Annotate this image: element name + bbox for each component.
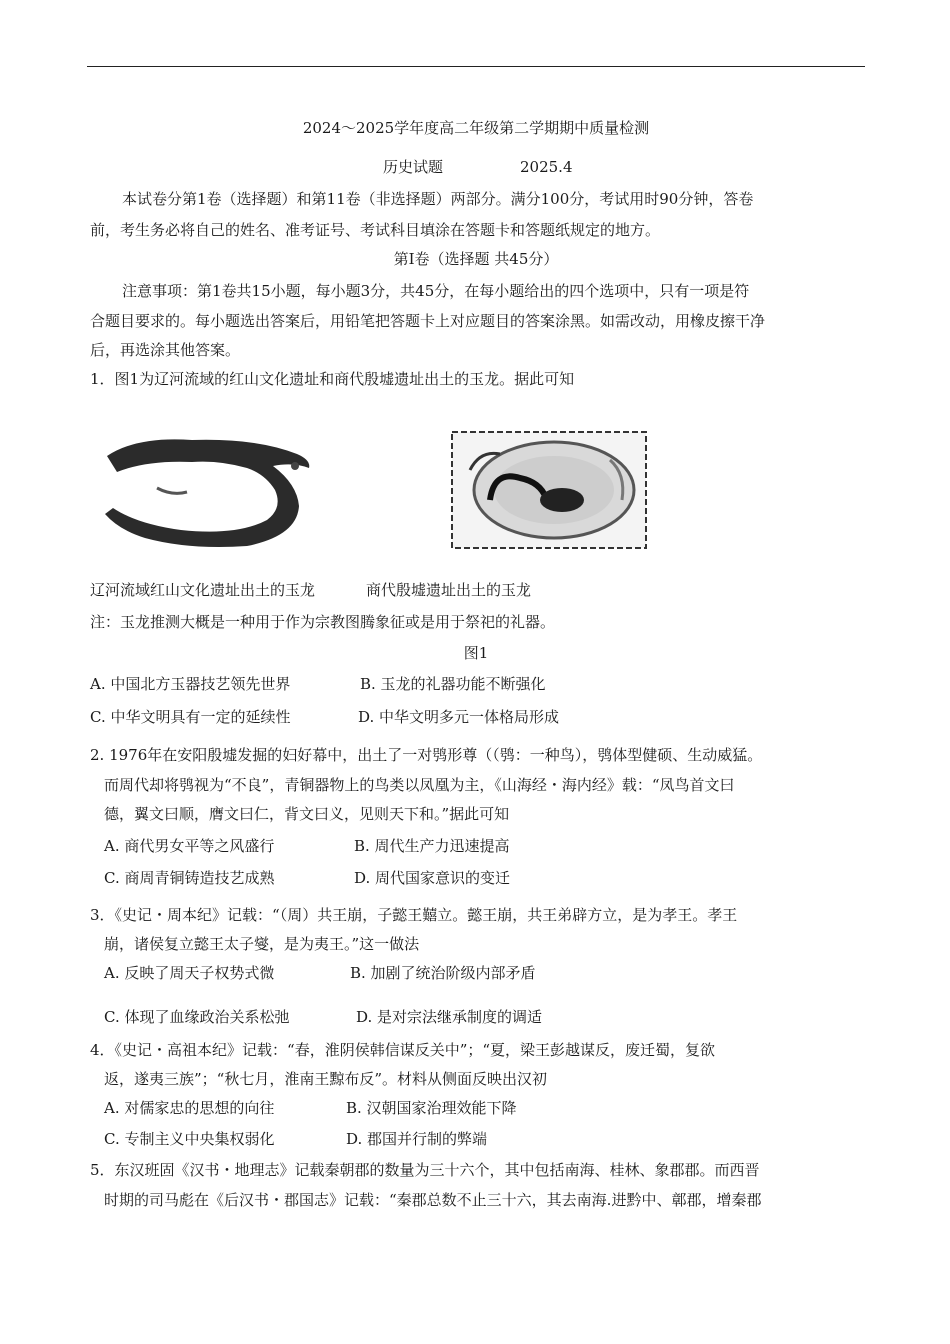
q4-stem-1: 4．《史记・高祖本纪》记载：“春，淮阴侯韩信谋反关中”；“夏，梁王彭越谋反，废迁蜀，复欲	[90, 1041, 716, 1059]
subject-label: 历史试题	[383, 158, 444, 176]
exam-title: 2024～2025学年度高二年级第二学期期中质量检测	[302, 119, 650, 137]
q3-option-d: D. 是对宗法继承制度的调适	[356, 1008, 543, 1026]
figure-note: 注：玉龙推测大概是一种用于作为宗教图腾象征或是用于祭祀的礼器。	[90, 613, 556, 631]
notice-line-3: 后，再选涂其他答案。	[90, 341, 241, 359]
q3-stem-1: 3．《史记・周本纪》记载：“（周）共王崩，子懿王囏立。懿王崩，共王弟辟方立，是为孝王。孝王	[90, 906, 738, 924]
q1-option-b: B. 玉龙的礼器功能不断强化	[360, 675, 546, 693]
caption-yinxu: 商代殷墟遗址出土的玉龙	[366, 581, 532, 599]
q3-option-b: B. 加剧了统治阶级内部矛盾	[350, 964, 536, 982]
q3-stem-2: 崩，诸侯复立懿王太子燮，是为夷王。”这一做法	[104, 935, 420, 953]
q2-option-b: B. 周代生产力迅速提高	[354, 837, 510, 855]
q1-stem: 1．图1为辽河流域的红山文化遗址和商代殷墟遗址出土的玉龙。据此可知	[90, 370, 575, 388]
q2-option-a: A. 商代男女平等之风盛行	[104, 837, 275, 855]
q5-stem-2: 时期的司马彪在《后汉书・郡国志》记载：“秦郡总数不止三十六，其去南海.进黔中、鄣郡，增秦郡	[104, 1191, 762, 1209]
q4-option-b: B. 汉朝国家治理效能下降	[346, 1099, 517, 1117]
q4-option-c: C. 专制主义中央集权弱化	[104, 1130, 275, 1148]
q1-option-d: D. 中华文明多元一体格局形成	[358, 708, 560, 726]
section-title: 第Ⅰ卷（选择题 共45分）	[393, 250, 559, 268]
q1-option-c: C. 中华文明具有一定的延续性	[90, 708, 291, 726]
figure-label: 图1	[463, 644, 489, 662]
notice-line-1: 注意事项：第1卷共15小题，每小题3分，共45分，在每小题给出的四个选项中，只有一项是符	[122, 282, 750, 300]
q4-option-a: A. 对儒家忠的思想的向往	[104, 1099, 275, 1117]
caption-hongshan: 辽河流域红山文化遗址出土的玉龙	[90, 581, 316, 599]
q4-option-d: D. 郡国并行制的弊端	[346, 1130, 488, 1148]
q2-stem-3: 德，翼文曰顺，膺文曰仁，背文曰义，见则天下和。”据此可知	[104, 805, 510, 823]
q2-stem-1: 2. 1976年在安阳殷墟发掘的妇好幕中，出土了一对鸮形尊（（鸮：一种鸟），鸮体型健硕、生动威猛。	[90, 746, 763, 764]
intro-line-2: 前，考生务必将自己的姓名、准考证号、考试科目填涂在答题卡和答题纸规定的地方。	[90, 221, 661, 239]
intro-line-1: 本试卷分第1卷（选择题）和第11卷（非选择题）两部分。满分100分，考试用时90分钟，答卷	[122, 190, 754, 208]
q3-option-a: A. 反映了周天子权势式微	[104, 964, 275, 982]
q1-option-a: A. 中国北方玉器技艺领先世界	[90, 675, 291, 693]
exam-date: 2025.4	[520, 158, 573, 176]
q2-option-c: C. 商周青铜铸造技艺成熟	[104, 869, 275, 887]
q2-option-d: D. 周代国家意识的变迁	[354, 869, 511, 887]
yinxu-jade-dragon-image	[450, 430, 648, 554]
notice-line-2: 合题目要求的。每小题选出答案后，用铅笔把答题卡上对应题目的答案涂黑。如需改动，用橡皮擦干净	[90, 312, 766, 330]
q2-stem-2: 而周代却将鸮视为“不良”，青铜器物上的鸟类以凤凰为主，《山海经・海内经》载：“凤鸟首文曰	[104, 776, 735, 794]
top-rule	[87, 66, 865, 67]
q5-stem-1: 5．东汉班固《汉书・地理志》记载秦朝郡的数量为三十六个，其中包括南海、桂林、象郡郡。而西晋	[90, 1161, 760, 1179]
hongshan-jade-dragon-image	[97, 428, 317, 557]
q3-option-c: C. 体现了血缘政治关系松弛	[104, 1008, 290, 1026]
q4-stem-2: 返，遂夷三族”；“秋七月，淮南王黥布反”。材料从侧面反映出汉初	[104, 1070, 548, 1088]
